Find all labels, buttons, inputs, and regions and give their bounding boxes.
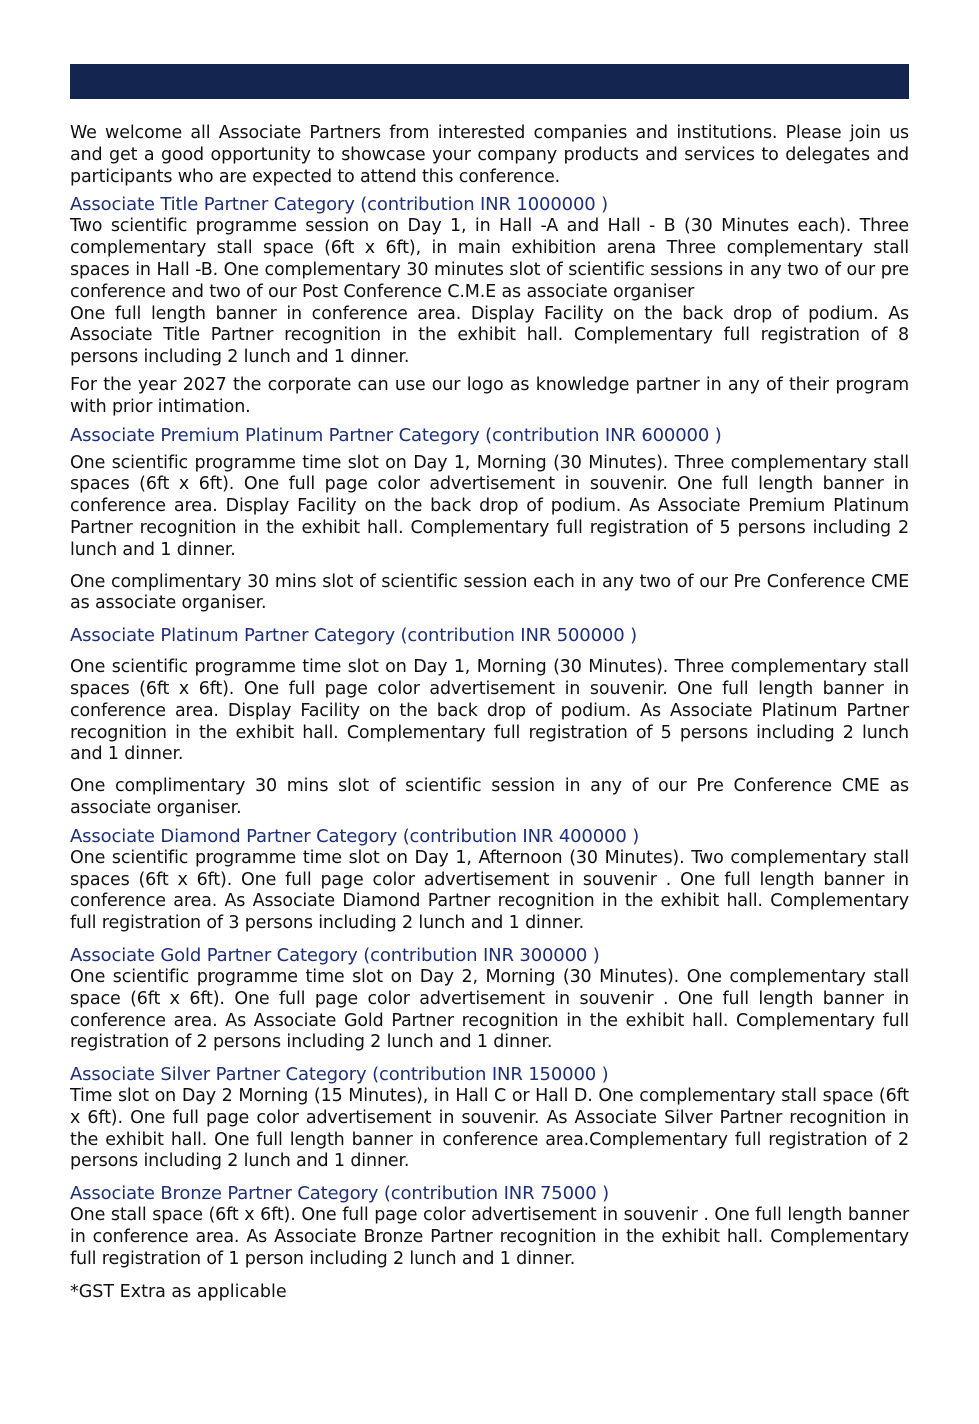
category-heading-diamond: Associate Diamond Partner Category (contribution INR 400000 ) xyxy=(70,825,640,847)
category-heading-title: Associate Title Partner Category (contribution INR 1000000 ) xyxy=(70,194,608,216)
category-heading-bronze: Associate Bronze Partner Category (contribution INR 75000 ) xyxy=(70,1183,609,1205)
category-paragraph: One complimentary 30 mins slot of scientific session each in any two of our Pre Conference CME as associate organiser. xyxy=(70,571,909,614)
category-paragraph: One scientific programme time slot on Day 1, Morning (30 Minutes). Three complementary stall spaces (6ft x 6ft). One full page color advertisement in souvenir. One full length banner in conference area. Display Facility on the back drop of podium. As Associate Premium Platinum Partner recognition in the exhibit hall. Complementary full registration of 5 persons including 2 lunch and 1 dinner. xyxy=(70,452,909,560)
category-heading-platinum: Associate Platinum Partner Category (contribution INR 500000 ) xyxy=(70,625,637,647)
category-heading-gold: Associate Gold Partner Category (contribution INR 300000 ) xyxy=(70,944,600,966)
category-paragraph: One scientific programme time slot on Day 1, Morning (30 Minutes). Three complementary stall spaces (6ft x 6ft). One full page color advertisement in souvenir. One full length banner in conference area. Display Facility on the back drop of podium. As Associate Platinum Partner recognition in the exhibit hall. Complementary full registration of 5 persons including 2 lunch and 1 dinner. xyxy=(70,657,909,765)
gst-footnote: *GST Extra as applicable xyxy=(70,1281,287,1302)
category-paragraph: One scientific programme time slot on Day 1, Afternoon (30 Minutes). Two complementary stall spaces (6ft x 6ft). One full page color advertisement in souvenir . One full length banner in conference area. As Associate Diamond Partner recognition in the exhibit hall. Complementary full registration of 3 persons including 2 lunch and 1 dinner. xyxy=(70,847,909,934)
intro-paragraph: We welcome all Associate Partners from interested companies and institutions. Please join us and get a good opportunity to showcase your company products and services to delegates and participants who are expected to attend this conference. xyxy=(70,123,909,187)
page-content xyxy=(70,123,909,1303)
category-paragraph: Two scientific programme session on Day 1, in Hall -A and Hall - B (30 Minutes each). Three complementary stall space (6ft x 6ft), in main exhibition arena Three complementary stall spaces in Hall -B. One complementary 30 minutes slot of scientific sessions in any two of our pre conference and two of our Post Conference C.M.E as associate organiser xyxy=(70,216,909,302)
category-paragraph: One complimentary 30 mins slot of scientific session in any of our Pre Conference CME as associate organiser. xyxy=(70,776,909,818)
category-paragraph: For the year 2027 the corporate can use our logo as knowledge partner in any of their program with prior intimation. xyxy=(70,374,909,417)
category-heading-silver: Associate Silver Partner Category (contribution INR 150000 ) xyxy=(70,1064,609,1086)
category-paragraph: One stall space (6ft x 6ft). One full page color advertisement in souvenir . One full length banner in conference area. As Associate Bronze Partner recognition in the exhibit hall. Complementary full registration of 1 person including 2 lunch and 1 dinner. xyxy=(70,1205,909,1269)
header-bar xyxy=(70,64,909,99)
category-heading-premium-platinum: Associate Premium Platinum Partner Category (contribution INR 600000 ) xyxy=(70,424,722,446)
category-paragraph: One full length banner in conference area. Display Facility on the back drop of podium. As Associate Title Partner recognition in the exhibit hall. Complementary full registration of 8 persons including 2 lunch and 1 dinner. xyxy=(70,303,909,368)
category-paragraph: One scientific programme time slot on Day 2, Morning (30 Minutes). One complementary stall space (6ft x 6ft). One full page color advertisement in souvenir . One full length banner in conference area. As Associate Gold Partner recognition in the exhibit hall. Complementary full registration of 2 persons including 2 lunch and 1 dinner. xyxy=(70,966,909,1053)
category-paragraph: Time slot on Day 2 Morning (15 Minutes), in Hall C or Hall D. One complementary stall space (6ft x 6ft). One full page color advertisement in souvenir. As Associate Silver Partner recognition in the exhibit hall. One full length banner in conference area.Complementary full registration of 2 persons including 2 lunch and 1 dinner. xyxy=(70,1086,909,1172)
